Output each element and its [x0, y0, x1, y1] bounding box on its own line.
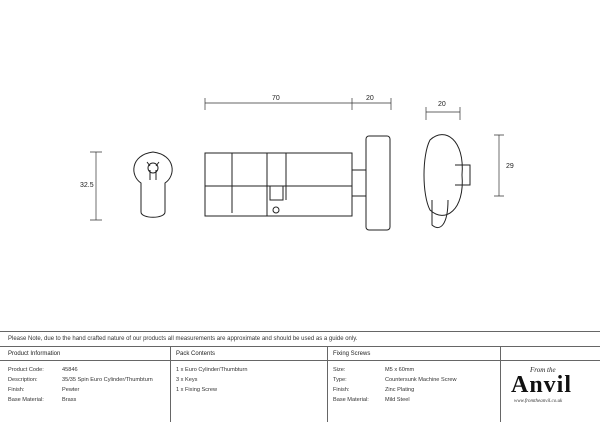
finish-value: Pewter: [62, 387, 80, 393]
pack-contents-title: Pack Contents: [176, 351, 216, 357]
screw-finish-value: Zinc Plating: [385, 387, 415, 393]
dimension-20-thumbturn: 20: [366, 95, 374, 102]
pack-item: 3 x Keys: [176, 377, 198, 383]
column-divider-2: [327, 347, 328, 422]
finish-label: Finish:: [8, 387, 25, 393]
pack-item: 1 x Fixing Screw: [176, 387, 218, 393]
base-material-value: Brass: [62, 397, 77, 403]
fixing-screws-title: Fixing Screws: [333, 351, 371, 357]
cylinder-side-view: [205, 136, 390, 230]
divider-top: [0, 331, 600, 332]
product-code-value: 45846: [62, 367, 78, 373]
measurement-note: Please Note, due to the hand crafted nature of our products all measurements are approximate and should be used as a guide only.: [8, 336, 358, 342]
column-divider-3: [500, 347, 501, 422]
screw-finish-label: Finish:: [333, 387, 350, 393]
screw-size-label: Size:: [333, 367, 346, 373]
description-label: Description:: [8, 377, 38, 383]
dimension-29: 29: [506, 163, 514, 170]
cylinder-front-view: [134, 152, 172, 217]
dimension-70: 70: [272, 95, 280, 102]
column-divider-1: [170, 347, 171, 422]
product-info-title: Product Information: [8, 351, 61, 357]
screw-type-value: Countersunk Machine Screw: [385, 377, 457, 383]
product-code-label: Product Code:: [8, 367, 44, 373]
pack-item: 1 x Euro Cylinder/Thumbturn: [176, 367, 248, 373]
base-material-label: Base Material:: [8, 397, 44, 403]
logo-url: www.fromtheanvil.co.uk: [514, 399, 563, 404]
divider-note: [0, 346, 600, 347]
dimension-32-5: 32.5: [80, 182, 94, 189]
dimension-20-side: 20: [438, 101, 446, 108]
anvil-logo: Anvil: [511, 372, 573, 398]
description-value: 35/35 Spin Euro Cylinder/Thumbturn: [62, 377, 153, 383]
screw-type-label: Type:: [333, 377, 347, 383]
divider-headers: [0, 360, 600, 361]
logo-from-text: From the: [530, 366, 556, 374]
screw-size-value: M5 x 60mm: [385, 367, 415, 373]
thumbturn-end-view: [424, 135, 470, 228]
screw-material-value: Mild Steel: [385, 397, 410, 403]
screw-material-label: Base Material:: [333, 397, 369, 403]
